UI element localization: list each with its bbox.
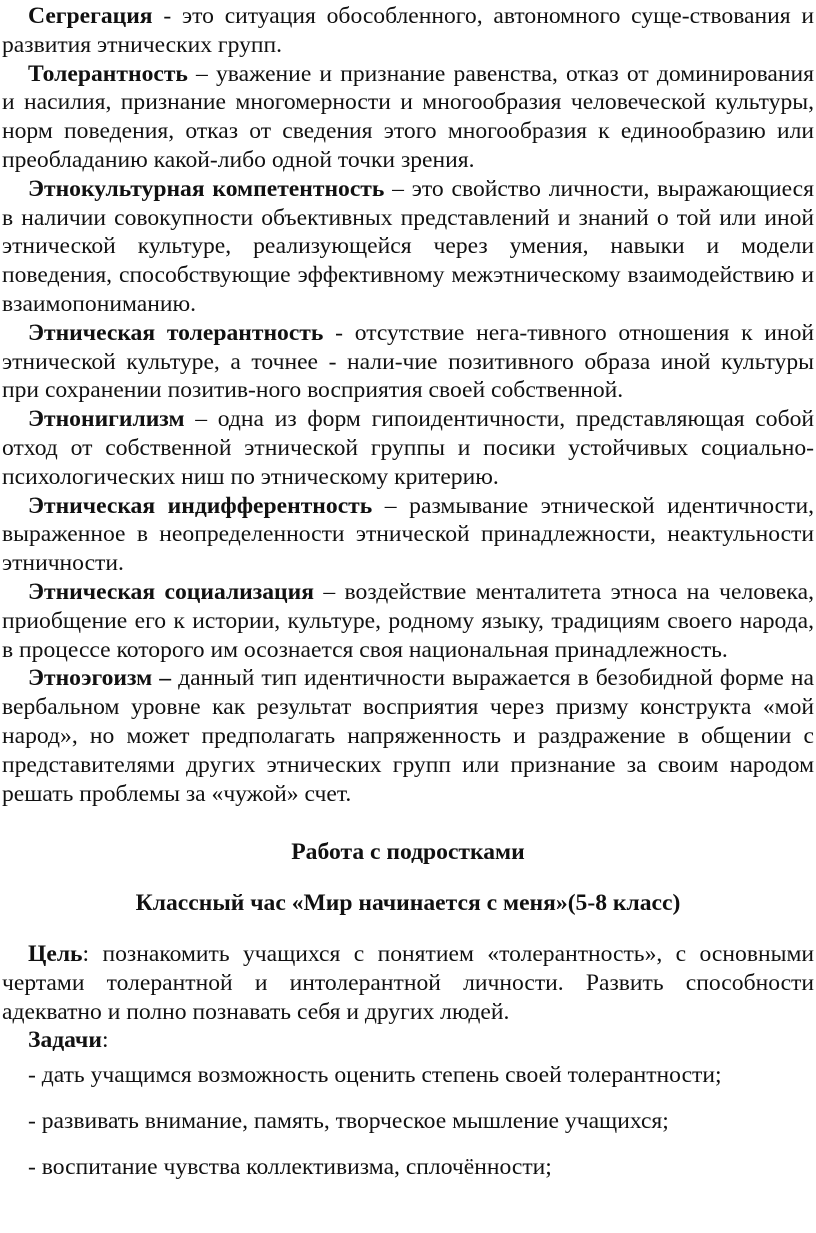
task-item: - дать учащимся возможность оценить степень своей толерантности; bbox=[28, 1062, 722, 1089]
definition-ethnic-tolerance: Этническая толерантность - отсутствие нега-тивного отношения к иной этнической культуре, а точнее - нали-чие позитивного образа иной культуры при сохранении позитив-ного восприятия своей собственной. bbox=[2, 319, 814, 404]
goal-text: : познакомить учащихся с понятием «толерантность», с основными чертами толерантной и интолерантной личности. Развить способности адекватно и полно познавать себя и других людей. bbox=[2, 940, 814, 1025]
definition-text: размывание этнической идентичности, выраженное в неопределенности этнической принадлежности, неактульности этничности. bbox=[2, 492, 814, 577]
goal-paragraph bbox=[2, 940, 814, 1026]
definition-text: воздействие менталитета этноса на человека, приобщение его к истории, культуре, родному языку, традициям своего народа, в процессе которого им осознается своя национальная принадлежность. bbox=[2, 578, 814, 663]
definition-ethnonihilism: Этнонигилизм – одна из форм гипоидентичности, представляющая собой отход от собственной этнической группы и посики устойчивых социально-психологических ниш по этническому критерию. bbox=[2, 406, 815, 490]
definition-ethnocultural-competence: Этнокультурная компетентность – это свойство личности, выражающиеся в наличии совокупности объективных представлений и знаний о той или иной этнической культуре, реализующейся через умения, навыки и модели поведения, способствующие эффективному межэтническому взаимодействию и взаимопониманию. bbox=[2, 175, 814, 317]
term: Этническая индифферентность bbox=[28, 492, 373, 519]
definition-text: уважение и признание равенства, отказ от доминирования и насилия, признание многомерности и многообразия человеческой культуры, норм поведения, отказ от сведения этого многообразия к единообразию или преобладанию какой-либо одной точки зрения. bbox=[2, 60, 814, 173]
section-heading: Работа с подростками bbox=[291, 839, 525, 866]
task-item: - воспитание чувства коллективизма, сплочённости; bbox=[28, 1153, 552, 1180]
definition-text: отсутствие нега-тивного отношения к иной этнической культуре, а точнее - нали-чие позитивного образа иной культуры при сохранении позитив-ного восприятия своей собственной. bbox=[2, 319, 814, 404]
term: Этнонигилизм bbox=[28, 406, 185, 433]
term: Этнокультурная компетентность bbox=[28, 175, 385, 202]
definition-text: это ситуация обособленного, автономного суще-ствования и развития этнических групп. bbox=[2, 3, 815, 58]
definition-ethnic-socialization: Этническая социализация – воздействие менталитета этноса на человека, приобщение его к истории, культуре, родному языку, традициям своего народа, в процессе которого им осознается своя национальная принадлежность. bbox=[2, 578, 814, 663]
section-subheading: Классный час «Мир начинается с меня»(5-8 класс) bbox=[135, 890, 681, 917]
definition-text: одна из форм гипоидентичности, представляющая собой отход от собственной этнической группы и посики устойчивых социально-психологических ниш по этническому критерию. bbox=[2, 406, 815, 490]
tasks-heading: Задачи: bbox=[28, 1027, 109, 1054]
term: Толерантность bbox=[28, 60, 188, 87]
goal-label: Цель bbox=[28, 940, 83, 967]
term: Этническая социализация bbox=[28, 578, 315, 605]
definition-ethnoegoism bbox=[2, 664, 814, 808]
definition-segregation: Сегрегация - это ситуация обособленного, автономного суще-ствования и развития этнических групп. bbox=[2, 3, 815, 58]
definition-text: данный тип идентичности выражается в безобидной форме на вербальном уровне как результат восприятия через призму конструкта «мой народ», но может предполагать напряженность и раздражение в общении с представителями других этнических групп или признание за своим народом решать проблемы за «чужой» счет. bbox=[2, 665, 814, 807]
definition-ethnic-indifference: Этническая индифферентность – размывание этнической идентичности, выраженное в неопределенности этнической принадлежности, неактульности этничности. bbox=[2, 492, 814, 577]
definition-tolerance: Толерантность – уважение и признание равенства, отказ от доминирования и насилия, признание многомерности и многообразия человеческой культуры, норм поведения, отказ от сведения этого многообразия к единообразию или преобладанию какой-либо одной точки зрения. bbox=[2, 60, 814, 173]
term: Этноэгоизм – bbox=[28, 665, 172, 692]
term: Этническая толерантность bbox=[28, 319, 324, 346]
definition-text: это свойство личности, выражающиеся в наличии совокупности объективных представлений и знаний о той или иной этнической культуре, реализующейся через умения, навыки и модели поведения, способствующие эффективному межэтническому взаимодействию и взаимопониманию. bbox=[2, 175, 814, 317]
term: Сегрегация bbox=[28, 3, 153, 29]
task-item: - развивать внимание, память, творческое мышление учащихся; bbox=[28, 1107, 669, 1134]
